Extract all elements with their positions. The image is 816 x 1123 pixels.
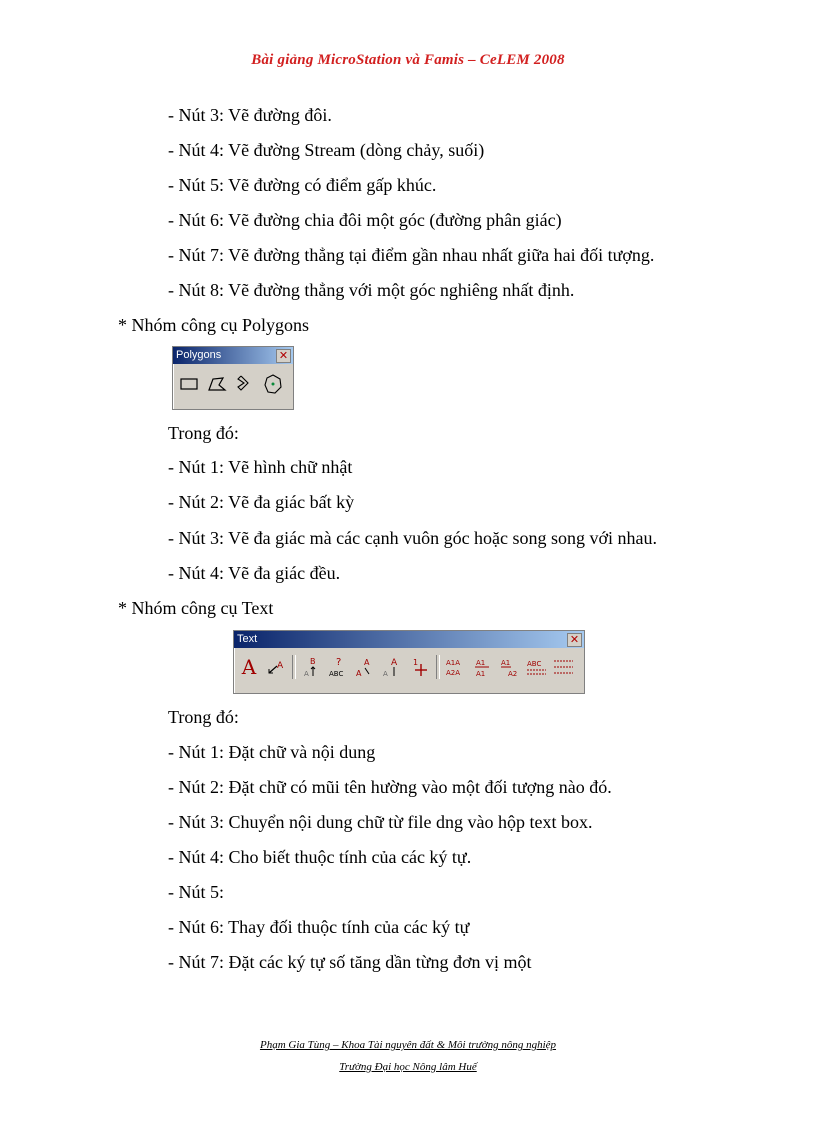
data-field-copy-icon xyxy=(472,656,494,678)
text-toolbar-title: Text xyxy=(237,633,258,645)
polygon-icon xyxy=(207,376,227,392)
text-attributes-button[interactable] xyxy=(328,654,350,680)
polygons-toolbar xyxy=(172,346,294,410)
section-heading-polygons: * Nhóm công cụ Polygons xyxy=(118,315,309,335)
rectangle-icon xyxy=(180,377,198,391)
list-item: - Nút 5: xyxy=(168,882,224,902)
change-text-attributes-button[interactable] xyxy=(382,654,404,680)
svg-text:A1: A1 xyxy=(476,670,486,678)
text-button-5[interactable] xyxy=(355,654,377,680)
place-note-button[interactable] xyxy=(265,654,287,680)
copy-increment-data-field-button[interactable] xyxy=(472,654,494,680)
change-attributes-icon xyxy=(382,656,404,678)
list-item: - Nút 6: Thay đối thuộc tính của các ký tự xyxy=(168,917,470,937)
svg-text:ABC: ABC xyxy=(329,670,344,678)
regular-polygon-icon xyxy=(263,374,283,394)
list-item: - Nút 8: Vẽ đường thẳng với một góc nghiêng nhất định. xyxy=(168,280,575,300)
footer-institution: Trường Đại học Nông lâm Huế xyxy=(339,1061,477,1073)
polygons-toolbar-titlebar[interactable] xyxy=(173,347,293,364)
svg-text:A: A xyxy=(383,670,388,678)
list-item: - Nút 2: Vẽ đa giác bất kỳ xyxy=(168,492,355,512)
empty-data-field-icon xyxy=(553,656,575,678)
svg-text:A: A xyxy=(391,658,398,668)
close-icon[interactable]: ✕ xyxy=(276,349,291,363)
svg-text:?: ? xyxy=(336,657,342,668)
list-item: - Nút 4: Vẽ đa giác đều. xyxy=(168,563,341,583)
list-item: - Nút 4: Vẽ đường Stream (dòng chảy, suối) xyxy=(168,140,485,160)
list-item: - Nút 7: Vẽ đường thẳng tại điểm gần nhau nhất giữa hai đối tượng. xyxy=(168,245,655,265)
data-field-increment-icon xyxy=(499,656,521,678)
increment-text-button[interactable] xyxy=(409,654,431,680)
increment-data-field-button[interactable] xyxy=(499,654,521,680)
rectangle-tool-button[interactable] xyxy=(177,372,201,396)
footer-author: Phạm Gia Tùng – Khoa Tài nguyên đất & Môi trường nông nghiệp xyxy=(259,1039,557,1051)
polygons-toolbar-title: Polygons xyxy=(176,349,222,361)
svg-text:A1: A1 xyxy=(476,659,486,667)
list-item: - Nút 1: Vẽ hình chữ nhật xyxy=(168,457,353,477)
increment-icon xyxy=(410,656,430,678)
list-item: - Nút 3: Chuyển nội dung chữ từ file dng vào hộp text box. xyxy=(168,812,593,832)
copy-enter-data-field-button[interactable] xyxy=(445,654,467,680)
list-item: - Nút 5: Vẽ đường có điểm gấp khúc. xyxy=(168,175,437,195)
list-item: - Nút 4: Cho biết thuộc tính của các ký tự. xyxy=(168,847,472,867)
svg-text:A2: A2 xyxy=(508,670,518,678)
place-text-button[interactable] xyxy=(238,654,260,680)
orthogonal-shape-tool-button[interactable] xyxy=(233,372,257,396)
svg-text:A1A: A1A xyxy=(446,659,461,667)
fill-data-field-icon xyxy=(526,656,548,678)
text-query-icon xyxy=(328,656,350,678)
enter-data-field-button[interactable] xyxy=(553,654,575,680)
svg-text:ABC: ABC xyxy=(527,660,542,668)
polygons-intro: Trong đó: xyxy=(168,423,239,443)
regular-polygon-tool-button[interactable] xyxy=(261,372,285,396)
list-item: - Nút 3: Vẽ đa giác mà các cạnh vuôn góc hoặc song song với nhau. xyxy=(168,528,658,548)
text-toolbar xyxy=(233,630,585,694)
text-edit-icon xyxy=(355,656,377,678)
svg-text:A: A xyxy=(277,661,284,671)
svg-text:A: A xyxy=(356,669,362,678)
svg-text:1: 1 xyxy=(413,658,419,667)
text-a-icon: A xyxy=(241,655,257,679)
import-text-icon xyxy=(302,656,322,678)
close-icon[interactable]: ✕ xyxy=(567,633,582,647)
text-toolbar-titlebar[interactable] xyxy=(234,631,584,648)
list-item: - Nút 7: Đặt các ký tự số tăng dần từng đơn vị một xyxy=(168,952,532,972)
page-header: Bài giảng MicroStation và Famis – CeLEM 2008 xyxy=(251,52,565,68)
svg-text:A: A xyxy=(304,670,309,678)
svg-text:A1: A1 xyxy=(501,659,511,667)
text-intro: Trong đó: xyxy=(168,707,239,727)
fill-data-field-button[interactable] xyxy=(526,654,548,680)
data-field-icon xyxy=(445,656,467,678)
list-item: - Nút 1: Đặt chữ và nội dung xyxy=(168,742,376,762)
import-text-button[interactable] xyxy=(301,654,323,680)
list-item: - Nút 2: Đặt chữ có mũi tên hường vào một đối tượng nào đó. xyxy=(168,777,612,797)
orthogonal-shape-icon xyxy=(236,374,254,394)
polygon-tool-button[interactable] xyxy=(205,372,229,396)
list-item: - Nút 6: Vẽ đường chia đôi một góc (đường phân giác) xyxy=(168,210,562,230)
section-heading-text: * Nhóm công cụ Text xyxy=(118,598,274,618)
note-arrow-icon xyxy=(266,658,286,676)
svg-text:A2A: A2A xyxy=(446,669,461,677)
svg-text:B: B xyxy=(310,657,316,666)
svg-text:A: A xyxy=(364,658,370,667)
list-item: - Nút 3: Vẽ đường đôi. xyxy=(168,105,332,125)
